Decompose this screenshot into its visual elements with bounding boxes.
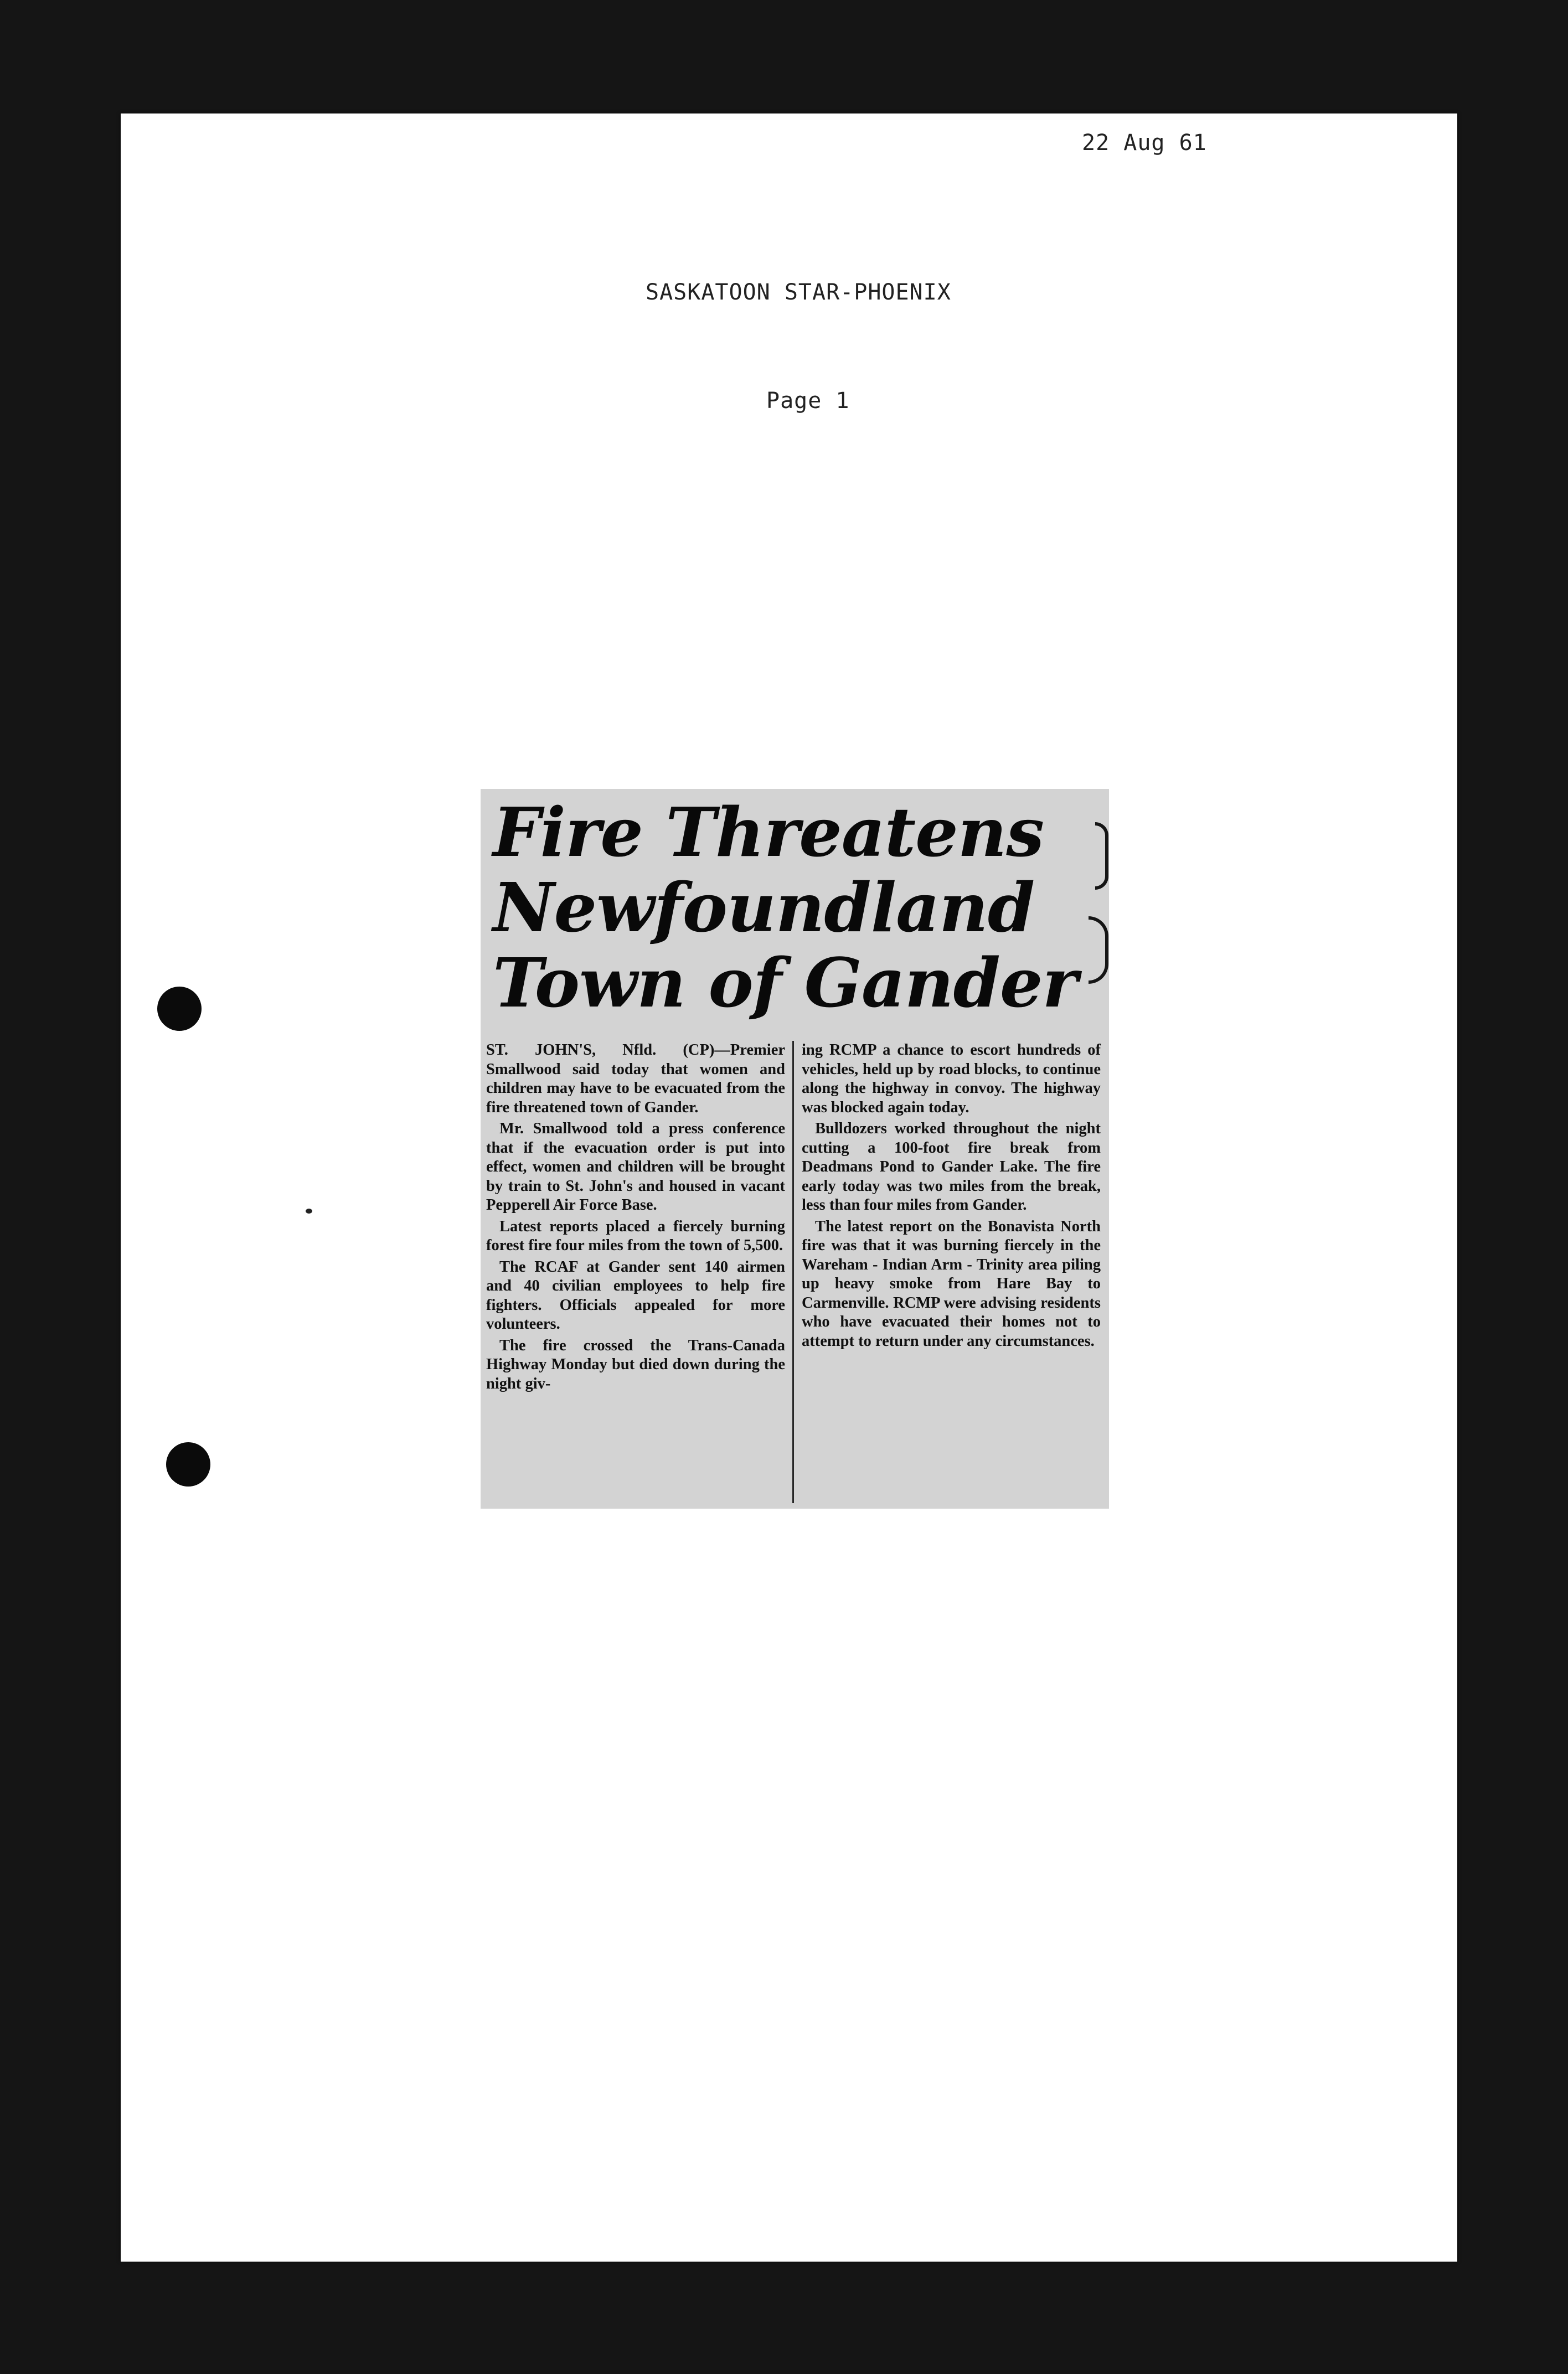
punch-hole-top [157,987,202,1031]
document-page [121,113,1457,2262]
date-stamp: 22 Aug 61 [1082,130,1207,156]
pen-mark [1089,916,1108,984]
paragraph: The RCAF at Gander sent 140 airmen and 40 civilian employees to help fire fighters. Officials appealed for more volunteers. [486,1258,785,1333]
paragraph: The fire crossed the Trans-Canada Highway Monday but died down during the night giv- [486,1336,785,1392]
paragraph: Mr. Smallwood told a press conference that if the evacuation order is put into effect, women and children will be brought by train to St. John's and housed in vacant Pepperell Air Force Base. [486,1120,785,1214]
punch-hole-bottom [166,1442,210,1487]
paragraph: ST. JOHN'S, Nfld. (CP)—Premier Smallwood said today that women and children may have to be evacuated from the fire threatened town of Gander. [486,1041,785,1116]
dust-speck [306,1209,312,1214]
newspaper-name: SASKATOON STAR-PHOENIX [646,280,951,305]
paragraph: Bulldozers worked throughout the night cutting a 100-foot fire break from Deadmans Pond to Gander Lake. The fire early today was two miles from the break, less than four miles from Gander. [802,1120,1101,1214]
pen-mark [1095,822,1108,890]
headline-line: Fire Threatens [493,792,1044,872]
headline [493,792,1102,1023]
paragraph: Latest reports placed a fiercely burning forest fire four miles from the town of 5,500. [486,1217,785,1254]
paragraph: ing RCMP a chance to escort hundreds of vehicles, held up by road blocks, to continue along the highway in convoy. The highway was blocked again today. [802,1041,1101,1116]
headline-line: Town of Gander [493,943,1077,1023]
paragraph: The latest report on the Bonavista North fire was that it was burning fiercely in the Wareham - Indian Arm - Trinity area piling up heavy smoke from Hare Bay to Carmenville. RCMP were advising residents who have evacuated their homes not to attempt to return under any circumstances. [802,1217,1101,1350]
column-rule [792,1041,794,1503]
article-column-right [802,1041,1101,1353]
headline-line: Newfoundland [493,868,1035,947]
page-label: Page 1 [766,388,850,414]
article-column-left [486,1041,785,1396]
newspaper-clipping [481,789,1109,1509]
